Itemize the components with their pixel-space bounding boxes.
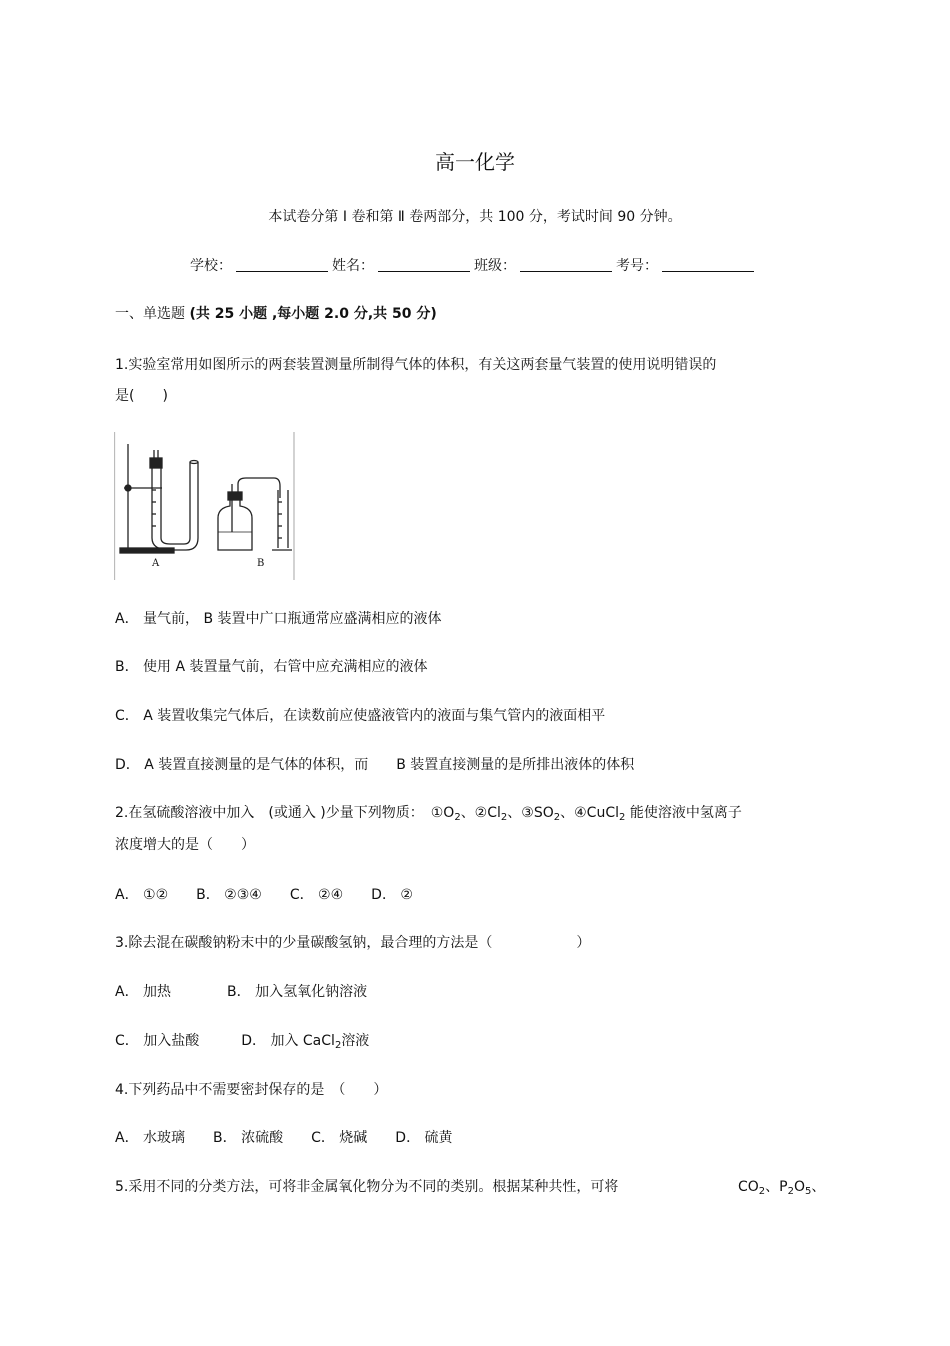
page-title: 高一化学 xyxy=(435,150,515,174)
section-heading xyxy=(115,303,437,323)
exam-no-blank xyxy=(662,257,754,272)
q5-stem: 5.采用不同的分类方法，可将非金属氧化物分为不同的类别。根据某种共性，可将 xyxy=(115,1179,619,1195)
student-info-row xyxy=(190,255,758,275)
q1-stem-line1: 1.实验室常用如图所示的两套装置测量所制得气体的体积，有关这两套量气装置的使用说明错误的 xyxy=(115,357,717,373)
school-blank xyxy=(236,257,328,272)
q1-stem-line2: 是( ) xyxy=(115,388,168,404)
name-blank xyxy=(378,257,470,272)
q2-stem-line1: 2.在氢硫酸溶液中加入 (或通入 )少量下列物质： $①O_2$、$②Cl_2$、$③SO_2$、④CuCl$_2$ 能使溶液中氢离子 xyxy=(115,805,742,823)
q4-stem: 4.下列药品中不需要密封保存的是 （ ） xyxy=(115,1082,388,1098)
q2-options: A． ①② B． ②③④ C． ②④ D． ② xyxy=(115,887,413,903)
q1-apparatus-figure xyxy=(114,432,296,580)
q1-option-d: D． A 装置直接测量的是气体的体积，而 B 装置直接测量的是所排出液体的体积 xyxy=(115,757,635,773)
exam-no-label: 考号： xyxy=(616,258,658,274)
figure-label-b: B xyxy=(257,558,265,569)
q1-option-a: A． 量气前， B 装置中广口瓶通常应盛满相应的液体 xyxy=(115,611,442,627)
exam-intro: 本试卷分第 Ⅰ 卷和第 Ⅱ 卷两部分，共 100 分，考试时间 90 分钟。 xyxy=(268,209,682,225)
q3-options-ab: A． 加热 B． 加入氢氧化钠溶液 xyxy=(115,984,368,1000)
figure-label-a: A xyxy=(152,558,160,569)
q5-formulas: $CO_2$、$P_2O_5$、 xyxy=(738,1179,826,1197)
q4-options: A． 水玻璃 B． 浓硫酸 C． 烧碱 D． 硫黄 xyxy=(115,1130,453,1146)
q2-stem-line2: 浓度增大的是（ ） xyxy=(115,837,255,853)
class-label: 班级： xyxy=(474,258,516,274)
section-prefix: 一、单选题 xyxy=(115,306,185,322)
q1-option-c: C． A 装置收集完气体后，在读数前应使盛液管内的液面与集气管内的液面相平 xyxy=(115,708,606,724)
q3-stem: 3.除去混在碳酸钠粉末中的少量碳酸氢钠，最合理的方法是（ ） xyxy=(115,935,591,951)
school-label: 学校： xyxy=(190,258,232,274)
section-detail: (共 25 小题 ,每小题 2.0 分,共 50 分) xyxy=(189,306,437,322)
name-label: 姓名： xyxy=(332,258,374,274)
q3-options-cd: C． 加入盐酸 D． 加入 CaCl$_2$溶液 xyxy=(115,1033,370,1051)
class-blank xyxy=(520,257,612,272)
q1-option-b: B． 使用 A 装置量气前，右管中应充满相应的液体 xyxy=(115,659,428,675)
